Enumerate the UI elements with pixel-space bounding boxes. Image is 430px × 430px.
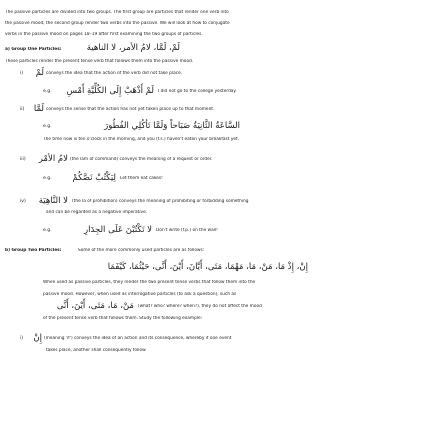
item-4-description-2: and can be regarded as a negative imperative. — [46, 210, 148, 215]
item-2-translation: The time now is ten o'clock in the morning, and you (f.s.) haven't eaten your breakfast yet. — [43, 137, 240, 142]
group-one-label: a) Group One Particles: — [5, 47, 62, 52]
item-2-description: conveys the sense that the action has not yet taken place up to that moment. — [46, 107, 215, 112]
group-two-lead: Some of the more commonly used particles are as follows: — [78, 248, 205, 253]
item-4-translation: Don't write (f.p.) on the wall! — [156, 228, 218, 233]
item-2-example-arabic: السَّاعَةُ الثَّانِيَةُ صَبَاحاً وَلَمَّا تَأكُلِي الفُطُورَ — [104, 121, 240, 131]
item-4-description: (the la of prohibition) conveys the meaning of prohibiting or forbidding something — [72, 199, 249, 204]
item-4-number: iv) — [20, 199, 26, 204]
intro-line-2: the passive mood; the second group render two verbs into the passive. We will look at how to conjugate — [5, 21, 230, 26]
item-3-description: (the lam of command) conveys the meaning of a request or order. — [70, 157, 213, 162]
item-1-arabic-head: لَمْ — [35, 68, 44, 78]
group-two-inline-gloss: (what? who? where? when?), they do not affect the mood — [138, 304, 262, 309]
group-two-item-1-description-2: takes place, another shall consequently follow. — [46, 348, 147, 353]
item-1-description: conveys the idea that the action of the verb did not take place. — [46, 71, 183, 76]
item-2-arabic-head: لَمَّا — [33, 104, 44, 114]
item-1-example-arabic: لَمْ أَذْهَبْ إِلَى الكُلِّيَّةِ أَمْسِ — [66, 86, 154, 96]
group-two-para-end: of the present tense verb that follows them. Study the following example: — [43, 316, 203, 321]
item-3-eg: e.g. — [43, 176, 52, 181]
item-3-number: iii) — [20, 157, 26, 162]
group-two-arabic-list: إِنْ، إِذْ مَا، مَنْ، مَا، مَهْمَا، مَتَى، أَيَّانَ، أَيْنَ، أَنَّى، حَيْثُمَا، كَيْفَمَا — [107, 262, 308, 272]
group-two-label: b) Group Two Particles: — [5, 248, 62, 253]
item-2-number: ii) — [20, 107, 25, 112]
intro-line-3: verbs in the passive mood on pages 18–19 after first examining the two groups of particles. — [5, 32, 203, 37]
group-two-item-1-number: i) — [20, 336, 24, 341]
group-two-para-1: When used as passive particles, they render the two present tense verbs that follow them into the — [43, 280, 256, 285]
intro-line-1: The passive particles are divided into two groups. The first group are particles that render one verb into — [5, 10, 229, 15]
item-4-example-arabic: لا تَكْتُبْنَ عَلَى الجِدَارِ — [84, 225, 152, 235]
item-3-arabic-head: لامُ الأمْر — [38, 154, 68, 164]
item-3-translation: Let them eat cakes! — [120, 176, 163, 181]
item-3-example-arabic: لِيَكْتُبْ نَصَّكُمْ — [72, 173, 116, 183]
group-one-note: These particles render the present tense verb that follows them into the passive mood. — [5, 59, 194, 64]
item-1-translation: I did not go to the college yesterday. — [158, 89, 237, 94]
item-4-arabic-head: لا النَّاهِيَة — [38, 196, 68, 206]
item-1-eg: e.g. — [43, 89, 52, 94]
item-4-eg: e.g. — [43, 228, 52, 233]
group-two-inline-arabic: مَنْ، مَا، مَتَى، أَيْنَ، أَنَّى — [56, 301, 134, 311]
group-one-arabic: لَمْ، لَمَّا، لامُ الأمر، لا الناهية — [86, 43, 180, 53]
item-2-eg: e.g. — [43, 124, 52, 129]
item-1-number: i) — [20, 71, 24, 76]
group-two-item-1-arabic-head: إِنْ — [33, 333, 42, 343]
group-two-item-1-description: (meaning 'if') conveys the idea of an action and its consequence, whereby if one event — [44, 336, 232, 341]
group-two-para-2: passive mood. However, when used as interrogative particles (to ask a question), such as — [43, 292, 237, 297]
